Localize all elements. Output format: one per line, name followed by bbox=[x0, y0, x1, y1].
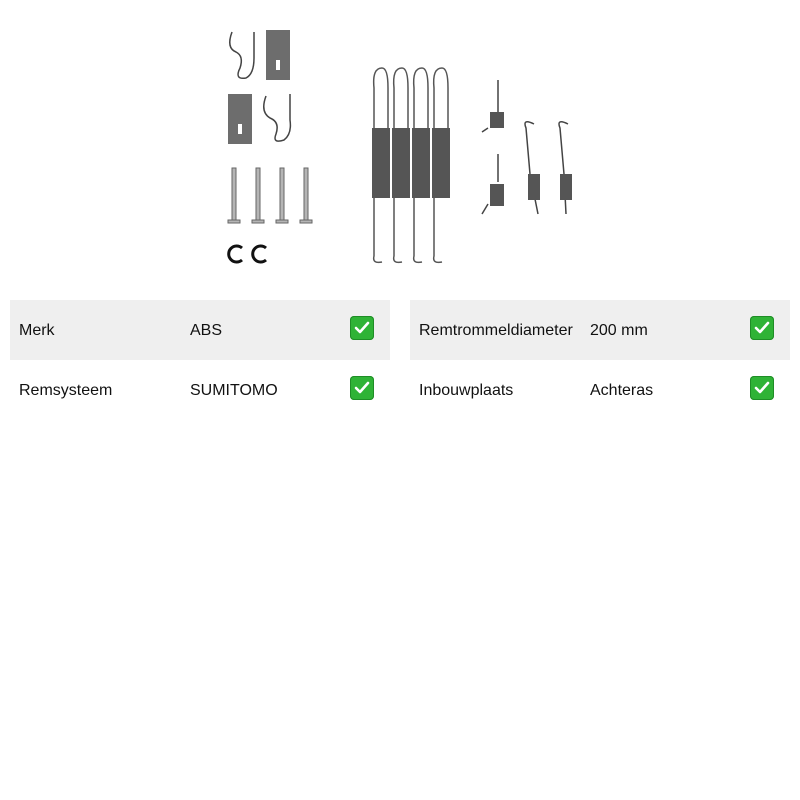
check-mark-icon bbox=[750, 316, 774, 340]
spec-value: 200 mm bbox=[590, 322, 648, 339]
spec-label: Remtrommeldiameter bbox=[419, 322, 573, 339]
check-mark-icon bbox=[350, 316, 374, 340]
hold-down-plate bbox=[228, 30, 290, 144]
product-image bbox=[222, 28, 582, 268]
spec-row-inbouwplaats bbox=[410, 360, 790, 420]
spec-value: SUMITOMO bbox=[190, 382, 278, 399]
spec-table-right bbox=[410, 300, 790, 420]
spring-coils bbox=[372, 128, 450, 198]
hold-down-pin bbox=[228, 168, 312, 223]
spec-value: ABS bbox=[190, 322, 223, 339]
check-mark-icon bbox=[350, 376, 374, 400]
check-mark-icon bbox=[750, 376, 774, 400]
spec-row-remtrommeldiameter bbox=[410, 300, 790, 360]
spec-label: Inbouwplaats bbox=[419, 382, 514, 399]
spec-row-remsysteem bbox=[10, 360, 390, 420]
spec-label: Merk bbox=[19, 322, 55, 339]
spec-table-left bbox=[10, 300, 390, 420]
e-clip bbox=[229, 246, 266, 262]
spec-row-merk bbox=[10, 300, 390, 360]
spec-label: Remsysteem bbox=[19, 382, 113, 399]
spec-value: Achteras bbox=[590, 382, 654, 399]
